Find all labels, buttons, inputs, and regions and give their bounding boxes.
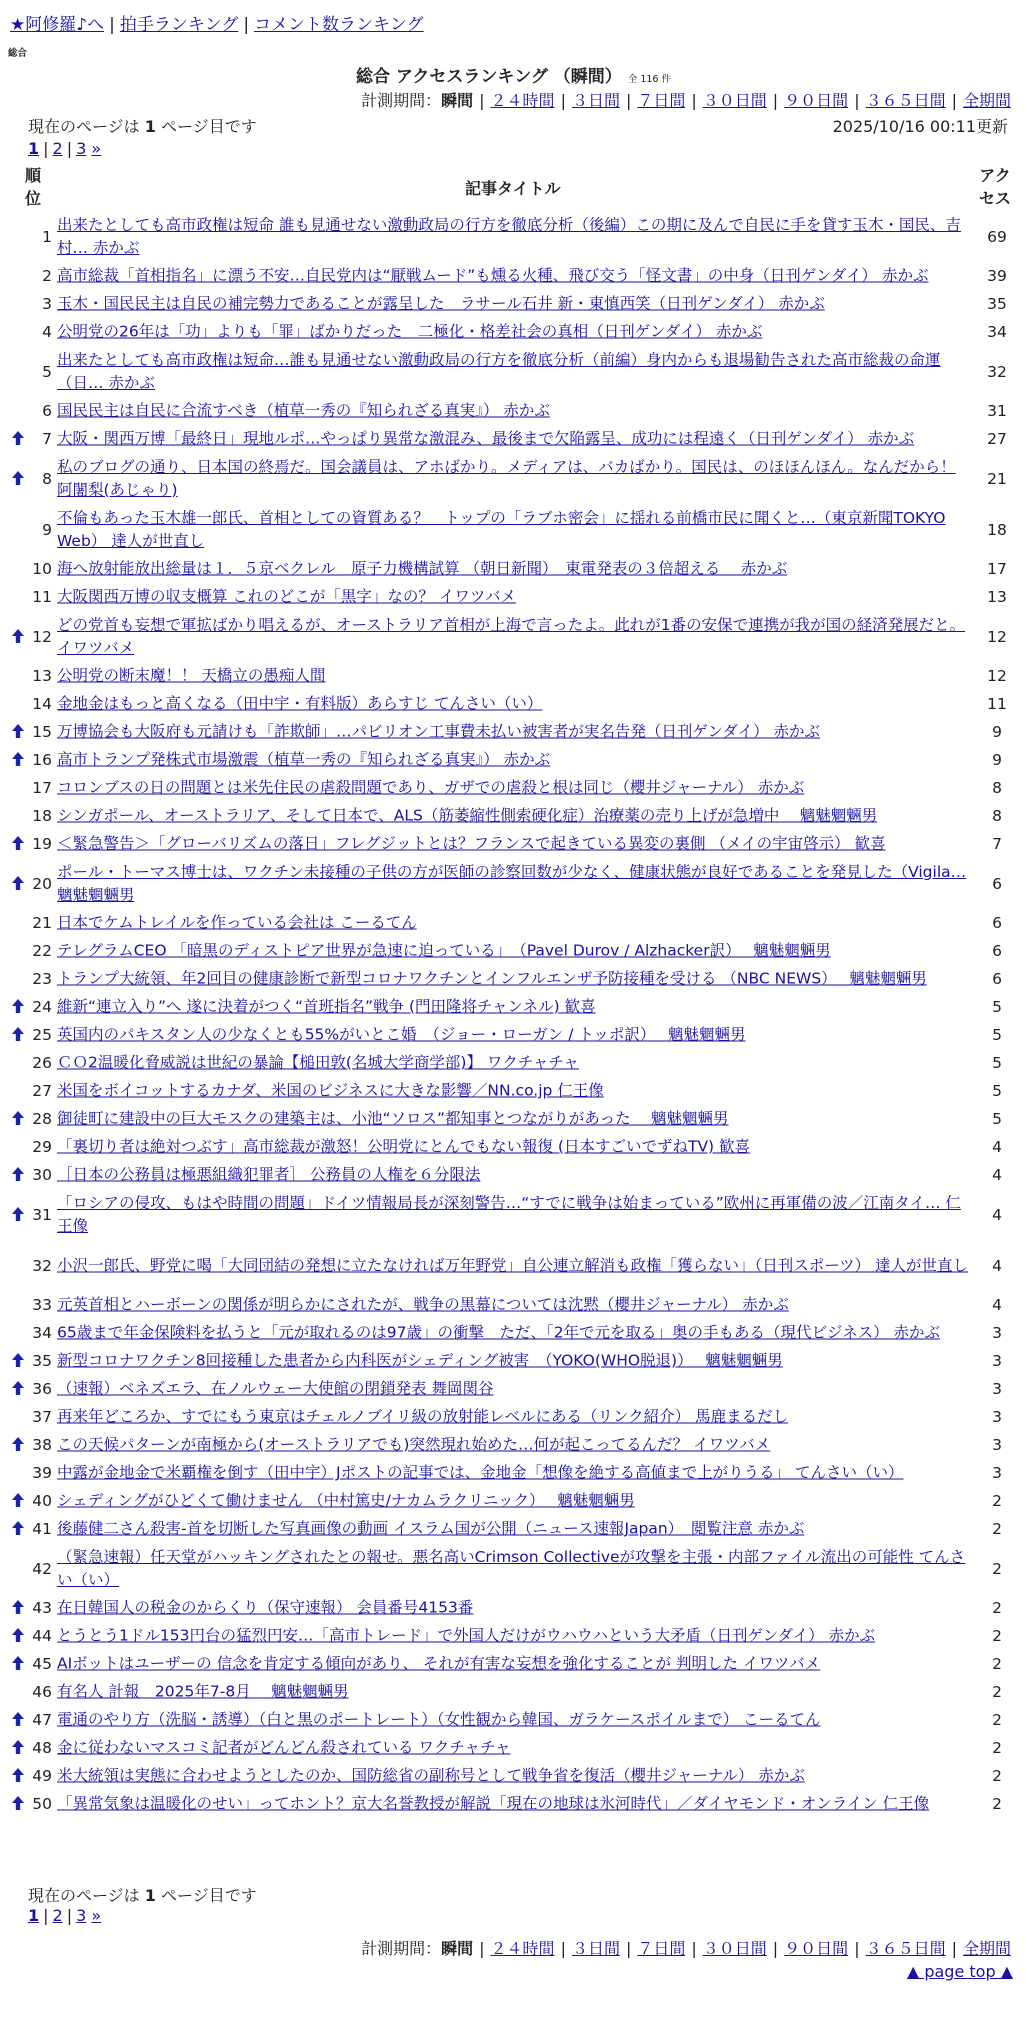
pager-separator: | bbox=[66, 139, 73, 158]
rank-number: 6 bbox=[42, 402, 52, 420]
access-count: 8 bbox=[992, 779, 1002, 797]
rank-number: 12 bbox=[32, 627, 52, 646]
access-count: 5 bbox=[992, 1054, 1002, 1072]
rank-number: 1 bbox=[42, 227, 52, 246]
table-header bbox=[0, 162, 1027, 212]
access-count: 6 bbox=[992, 970, 1002, 988]
access-count: 2 bbox=[992, 1683, 1002, 1701]
period-separator: | bbox=[625, 91, 632, 110]
rank-number: 43 bbox=[32, 1599, 52, 1617]
article-title-link[interactable]: 海へ放射能放出総量は１．５京ベクレル 原子力機構試算 （朝日新聞） 東電発表の３倍超える 赤かぶ bbox=[57, 559, 788, 578]
pager-page-2[interactable]: 2 bbox=[52, 139, 63, 158]
article-title-link[interactable]: どの党首も妄想で軍拡ばかり唱えるが、オーストラリア首相が上海で言ったよ。此れが1番の安保で連携が我が国の経済発展だと。 イワツバメ bbox=[57, 615, 966, 657]
table-row bbox=[0, 1461, 1027, 1485]
rank-number: 7 bbox=[42, 430, 52, 448]
article-title-link[interactable]: 金地金はもっと高くなる（田中宇・有料版）あらすじ てんさい（い） bbox=[57, 694, 543, 713]
rank-number: 46 bbox=[32, 1683, 52, 1701]
access-count: 9 bbox=[992, 751, 1002, 769]
access-count: 5 bbox=[992, 1082, 1002, 1100]
access-count: 7 bbox=[992, 835, 1002, 853]
article-title-link[interactable]: （緊急速報）任天堂がハッキングされたとの報せ。悪名高いCrimson Collectiveが攻撃を主張・内部ファイル流出の可能性 てんさい（い） bbox=[57, 1547, 966, 1589]
table-row bbox=[0, 506, 1027, 553]
rank-number: 8 bbox=[42, 469, 52, 488]
period-separator: | bbox=[951, 1939, 957, 1958]
access-count: 2 bbox=[992, 1599, 1002, 1617]
rank-number: 47 bbox=[32, 1711, 52, 1729]
table-row bbox=[0, 1191, 1027, 1238]
period-option-1[interactable]: ３日間 bbox=[571, 91, 620, 110]
pager-bottom bbox=[28, 1906, 101, 1925]
current-page-text-bottom bbox=[28, 1883, 257, 1906]
table-row bbox=[0, 939, 1027, 963]
article-title-link[interactable]: 私のブログの通り、日本国の終焉だ。国会議員は、アホばかり。メディアは、バカばかり。国民は、のほほんほん。なんだから！ 阿闍梨(あじゃり) bbox=[57, 457, 956, 499]
access-count: 3 bbox=[992, 1380, 1002, 1398]
period-option-0[interactable]: ２４時間 bbox=[490, 1939, 555, 1958]
article-title-link[interactable]: 「裏切り者は絶対つぶす」高市総裁が激怒！公明党にとんでもない報復 (日本すごいでずねTV) 歓喜 bbox=[57, 1137, 751, 1156]
article-title-link[interactable]: 「ロシアの侵攻、もはや時間の問題」ドイツ情報局長が深刻警告…“すでに戦争は始まっている”欧州に再軍備の波／江南タイ… 仁王像 bbox=[57, 1193, 961, 1235]
access-count: 2 bbox=[992, 1739, 1002, 1757]
current-page-text bbox=[28, 114, 257, 137]
rank-number: 19 bbox=[32, 835, 52, 853]
comment-ranking-link[interactable]: コメント数ランキング bbox=[254, 15, 424, 35]
rank-number: 34 bbox=[32, 1324, 52, 1342]
rank-number: 25 bbox=[32, 1026, 52, 1044]
table-row bbox=[0, 1023, 1027, 1047]
rank-number: 31 bbox=[32, 1205, 52, 1224]
period-separator: | bbox=[691, 1939, 697, 1958]
period-option-5[interactable]: ３６５日間 bbox=[865, 91, 946, 110]
article-title-link[interactable]: 維新“連立入り”へ 遂に決着がつく“首班指名”戦争 (門田隆将チャンネル) 歓喜 bbox=[57, 997, 596, 1016]
current-page-number: 1 bbox=[144, 117, 156, 136]
pager-next[interactable]: » bbox=[91, 1906, 102, 1925]
rank-number: 35 bbox=[32, 1352, 52, 1370]
table-row bbox=[0, 213, 1027, 260]
section-label: 総合 bbox=[8, 48, 28, 59]
pager-separator: | bbox=[43, 1906, 49, 1925]
rank-number: 45 bbox=[32, 1655, 52, 1673]
period-separator: | bbox=[854, 91, 860, 110]
table-row bbox=[0, 1652, 1027, 1676]
article-title-link[interactable]: 出来たとしても高市政権は短命…誰も見通せない激動政局の行方を徹底分析（前編）身内からも退場勧告された高市総裁の命運（日… 赤かぶ bbox=[57, 350, 941, 392]
period-option-0[interactable]: ２４時間 bbox=[490, 91, 555, 110]
article-title-link[interactable]: 万博協会も大阪府も元請けも「詐欺師」…パビリオン工事費未払い被害者が実名告発（日刊ゲンダイ） 赤かぶ bbox=[57, 722, 821, 741]
rank-number: 50 bbox=[32, 1795, 52, 1813]
pager-page-2[interactable]: 2 bbox=[52, 1906, 63, 1925]
period-option-2[interactable]: ７日間 bbox=[637, 91, 686, 110]
home-link[interactable]: ★阿修羅♪へ bbox=[10, 15, 105, 35]
rank-number: 26 bbox=[32, 1054, 52, 1072]
table-row bbox=[0, 1321, 1027, 1345]
period-separator: | bbox=[625, 1939, 632, 1958]
table-row bbox=[0, 613, 1027, 660]
access-count: 35 bbox=[987, 295, 1007, 313]
rank-number: 17 bbox=[32, 779, 52, 797]
article-title-link[interactable]: ＜緊急警告＞「グローバリズムの落日」フレグジットとは？フランスで起きている異変の裏側 （メイの宇宙啓示） 歓喜 bbox=[57, 834, 886, 853]
current-page-number: 1 bbox=[144, 1886, 156, 1905]
rank-number: 2 bbox=[42, 267, 52, 285]
rank-number: 29 bbox=[32, 1138, 52, 1156]
article-title-link[interactable]: 後藤健二さん殺害-首を切断した写真画像の動画 イスラム国が公開（ニュース速報Japan） 閲覧注意 赤かぶ bbox=[57, 1519, 805, 1538]
period-option-4[interactable]: ９０日間 bbox=[784, 91, 849, 110]
table-row bbox=[0, 1517, 1027, 1541]
period-label: 計測期間： bbox=[361, 1939, 442, 1958]
title-header: 記事タイトル bbox=[465, 179, 561, 198]
access-count: 5 bbox=[992, 998, 1002, 1016]
access-count: 34 bbox=[987, 323, 1007, 341]
article-title-link[interactable]: 再来年どころか、すでにもう東京はチェルノブイリ級の放射能レベルにある（リンク紹介） 馬鹿まるだし bbox=[57, 1407, 789, 1426]
pager-top bbox=[28, 139, 101, 158]
table-row bbox=[0, 399, 1027, 423]
rank-number: 40 bbox=[32, 1492, 52, 1510]
article-title-link[interactable]: テレグラムCEO 「暗黒のディストピア世界が急速に迫っている」 （Pavel Durov / Alzhacker訳） 魑魅魍魎男 bbox=[57, 941, 831, 960]
period-option-2[interactable]: ７日間 bbox=[637, 1939, 686, 1958]
pager-current-page[interactable]: 1 bbox=[28, 1906, 40, 1925]
period-separator: | bbox=[560, 1939, 566, 1958]
access-count: 3 bbox=[992, 1324, 1002, 1342]
access-count: 32 bbox=[987, 362, 1007, 381]
article-title-link[interactable]: 在日韓国人の税金のからくり（保守速報） 会員番号4153番 bbox=[57, 1598, 474, 1617]
rank-number: 15 bbox=[32, 723, 52, 741]
table-row bbox=[0, 427, 1027, 451]
article-title-link[interactable]: 有名人 計報 2025年7-8月 魑魅魍魎男 bbox=[57, 1682, 349, 1701]
table-row bbox=[0, 911, 1027, 935]
rank-number: 14 bbox=[32, 695, 52, 713]
table-row bbox=[0, 320, 1027, 344]
article-title-link[interactable]: 大阪・関西万博「最終日」現地ルポ…やっぱり異常な激混み、最後まで欠陥露呈、成功には程遠く（日刊ゲンダイ） 赤かぶ bbox=[57, 429, 915, 448]
clap-ranking-link[interactable]: 拍手ランキング bbox=[119, 15, 239, 35]
table-row bbox=[0, 832, 1027, 856]
period-option-1[interactable]: ３日間 bbox=[571, 1939, 620, 1958]
article-title-link[interactable]: 大阪関西万博の収支概算 これのどこが「黒字」なの？ イワツバメ bbox=[57, 587, 517, 606]
article-title-link[interactable]: トランプ大統領、年2回目の健康診断で新型コロナワクチンとインフルエンザ予防接種を受ける （NBC NEWS） 魑魅魍魎男 bbox=[57, 969, 927, 988]
rank-number: 30 bbox=[32, 1166, 52, 1184]
period-option-6[interactable]: 全期間 bbox=[962, 91, 1011, 110]
table-row bbox=[0, 804, 1027, 828]
access-count: 3 bbox=[992, 1352, 1002, 1370]
rank-number: 33 bbox=[32, 1296, 52, 1314]
table-row bbox=[0, 557, 1027, 581]
rank-number: 32 bbox=[32, 1256, 52, 1275]
period-option-6[interactable]: 全期間 bbox=[962, 1939, 1011, 1958]
access-count: 2 bbox=[992, 1559, 1002, 1578]
article-title-link[interactable]: 電通のやり方（洗脳・誘導）（白と黒のポートレート）（女性観から韓国、ガラケースポイルまで） こーるてん bbox=[57, 1710, 821, 1729]
period-separator: | bbox=[772, 91, 779, 110]
article-title-link[interactable]: 公明党の断末魔！！ 天橋立の愚痴人間 bbox=[57, 666, 326, 685]
table-row bbox=[0, 1792, 1027, 1816]
article-title-link[interactable]: 玉木・国民民主は自民の補完勢力であることが露呈した ラサール石井 新・東慎西笑（日刊ゲンダイ） 赤かぶ bbox=[57, 294, 825, 313]
period-separator: | bbox=[772, 1939, 779, 1958]
nav-separator: | bbox=[109, 15, 115, 35]
article-title-link[interactable]: （速報）ベネズエラ、在ノルウェー大使館の閉鎖発表 舞岡関谷 bbox=[57, 1379, 494, 1398]
rank-number: 20 bbox=[32, 874, 52, 893]
pager-page-3[interactable]: 3 bbox=[76, 139, 87, 158]
access-count: 6 bbox=[992, 914, 1002, 932]
rank-number: 36 bbox=[32, 1380, 52, 1398]
access-count: 8 bbox=[992, 807, 1002, 825]
access-count: 17 bbox=[987, 560, 1007, 578]
article-title-link[interactable]: ポール・トーマス博士は、ワクチン未接種の子供の方が医師の診察回数が少なく、健康状態が良好であることを発見した（Vigila… 魑魅魍魎男 bbox=[57, 862, 967, 904]
access-count: 12 bbox=[987, 667, 1007, 685]
article-title-link[interactable]: 出来たとしても高市政権は短命 誰も見通せない激動政局の行方を徹底分析（後編）この期に及んで自民に手を貸す玉木・国民、吉村… 赤かぶ bbox=[57, 215, 961, 257]
rank-number: 42 bbox=[32, 1559, 52, 1578]
article-title-link[interactable]: 65歳まで年金保険料を払うと「元が取れるのは97歳」の衝撃 ただ、「2年で元を取る」奥の手もある（現代ビジネス） 赤かぶ bbox=[57, 1323, 941, 1342]
period-separator: | bbox=[951, 91, 957, 110]
current-page-prefix: 現在のページは bbox=[28, 1886, 145, 1905]
period-separator: | bbox=[479, 1939, 485, 1958]
table-row bbox=[0, 1764, 1027, 1788]
access-count: 2 bbox=[992, 1520, 1002, 1538]
article-title-link[interactable]: コロンブスの日の問題とは米先住民の虐殺問題であり、ガザでの虐殺と根は同じ（櫻井ジャーナル） 赤かぶ bbox=[57, 778, 805, 797]
period-option-5[interactable]: ３６５日間 bbox=[865, 1939, 946, 1958]
article-title-link[interactable]: 御徒町に建設中の巨大モスクの建築主は、小池“ソロス”都知事とつながりがあった 魑魅魍魎男 bbox=[57, 1109, 729, 1128]
access-count: 21 bbox=[987, 469, 1007, 488]
current-page-suffix: ページ目です bbox=[155, 117, 257, 136]
rank-header: 順位 bbox=[24, 166, 41, 208]
article-title-link[interactable]: とうとう1ドル153円台の猛烈円安…「高市トレード」で外国人だけがウハウハという大矛盾（日刊ゲンダイ） 赤かぶ bbox=[57, 1626, 876, 1645]
article-title-link[interactable]: シンガポール、オーストラリア、そして日本で、ALS（筋萎縮性側索硬化症）治療薬の売り上げが急増中 魑魅魍魎男 bbox=[57, 806, 878, 825]
table-row bbox=[0, 1405, 1027, 1429]
table-row bbox=[0, 967, 1027, 991]
access-count: 18 bbox=[987, 520, 1007, 539]
article-title-link[interactable]: 不倫もあった玉木雄一郎氏、首相としての資質ある？ トップの「ラブホ密会」に揺れる前橋市民に聞くと…（東京新聞TOKYO Web） 達人が世直し bbox=[57, 508, 946, 550]
table-row bbox=[0, 1489, 1027, 1513]
table-row bbox=[0, 585, 1027, 609]
access-count: 11 bbox=[987, 695, 1007, 713]
period-selector-bottom bbox=[361, 1936, 1011, 1959]
updated-timestamp: 2025/10/16 00:11更新 bbox=[832, 117, 1008, 136]
access-count: 31 bbox=[987, 402, 1007, 420]
period-option-3[interactable]: ３０日間 bbox=[702, 1939, 767, 1958]
article-title-link[interactable]: 金に従わないマスコミ記者がどんどん殺されている ワクチャチャ bbox=[57, 1738, 511, 1757]
table-row bbox=[0, 1708, 1027, 1732]
pager-next[interactable]: » bbox=[91, 139, 102, 158]
period-separator: | bbox=[560, 91, 566, 110]
rank-number: 24 bbox=[32, 998, 52, 1016]
period-current: 瞬間 bbox=[441, 1939, 474, 1958]
period-separator: | bbox=[691, 91, 697, 110]
access-count: 4 bbox=[992, 1205, 1002, 1224]
table-row bbox=[0, 748, 1027, 772]
table-row bbox=[0, 776, 1027, 800]
access-count: 2 bbox=[992, 1655, 1002, 1673]
table-row bbox=[0, 1051, 1027, 1075]
current-page-prefix: 現在のページは bbox=[28, 117, 145, 136]
article-title-link[interactable]: 公明党の26年は「功」よりも「罪」ばかりだった 二極化・格差社会の真相（日刊ゲンダイ） 赤かぶ bbox=[57, 322, 763, 341]
article-title-link[interactable]: 小沢一郎氏、野党に喝「大同団結の発想に立たなければ万年野党」自公連立解消も政権「獲らない」（日刊スポーツ） 達人が世直し bbox=[57, 1256, 969, 1274]
table-row bbox=[0, 692, 1027, 716]
rank-number: 22 bbox=[32, 942, 52, 960]
table-row bbox=[0, 1135, 1027, 1159]
table-row bbox=[0, 1377, 1027, 1401]
current-page-suffix: ページ目です bbox=[155, 1886, 257, 1905]
period-selector-top bbox=[361, 88, 1011, 111]
access-header: アクセス bbox=[978, 166, 1011, 208]
table-row bbox=[0, 1736, 1027, 1760]
access-count: 27 bbox=[987, 430, 1007, 448]
rank-number: 13 bbox=[32, 667, 52, 685]
rank-number: 9 bbox=[42, 520, 52, 539]
table-row bbox=[0, 664, 1027, 688]
article-title-link[interactable]: 新型コロナワクチン8回接種した患者から内科医がシェディング被害 （YOKO(WHO脱退)） 魑魅魍魎男 bbox=[57, 1351, 783, 1370]
rank-number: 49 bbox=[32, 1767, 52, 1785]
table-row bbox=[0, 1433, 1027, 1457]
rank-number: 38 bbox=[32, 1436, 52, 1454]
rank-number: 3 bbox=[42, 295, 52, 313]
access-count: 12 bbox=[987, 627, 1007, 646]
pager-separator: | bbox=[43, 139, 49, 158]
article-title-link[interactable]: 英国内のパキスタン人の少なくとも55%がいとこ婚 （ジョー・ローガン / トッポ訳） 魑魅魍魎男 bbox=[57, 1025, 746, 1044]
table-row bbox=[0, 1596, 1027, 1620]
page-title: 総合 アクセスランキング （瞬間） bbox=[355, 67, 622, 87]
table-row bbox=[0, 1293, 1027, 1317]
access-count: 2 bbox=[992, 1627, 1002, 1645]
table-row bbox=[0, 1680, 1027, 1704]
ranking-header bbox=[0, 62, 1027, 87]
access-count: 69 bbox=[987, 227, 1007, 246]
table-row bbox=[0, 348, 1027, 395]
access-count: 2 bbox=[992, 1711, 1002, 1729]
access-count: 13 bbox=[987, 588, 1007, 606]
access-count: 9 bbox=[992, 723, 1002, 741]
table-row bbox=[0, 1163, 1027, 1187]
article-title-link[interactable]: ［日本の公務員は極悪組織犯罪者］ 公務員の人権を６分限法 bbox=[57, 1165, 481, 1184]
access-count: 2 bbox=[992, 1492, 1002, 1510]
table-row bbox=[0, 720, 1027, 744]
pager-current-page[interactable]: 1 bbox=[28, 139, 40, 158]
access-count: 3 bbox=[992, 1408, 1002, 1426]
access-count: 4 bbox=[992, 1296, 1002, 1314]
rank-number: 37 bbox=[32, 1408, 52, 1426]
article-title-link[interactable]: ＣＯ2温暖化脅威説は世紀の暴論【槌田敦(名城大学商学部)】 ワクチャチャ bbox=[57, 1053, 579, 1072]
article-title-link[interactable]: 中露が金地金で米覇権を倒す（田中宇）Jポストの記事では、金地金「想像を絶する高値まで上がりうる」 てんさい（い） bbox=[57, 1463, 904, 1482]
rank-number: 27 bbox=[32, 1082, 52, 1100]
table-row bbox=[0, 264, 1027, 288]
period-label: 計測期間： bbox=[361, 91, 442, 110]
page-top-link[interactable]: ▲ page top ▲ bbox=[906, 1962, 1013, 1981]
access-count: 4 bbox=[992, 1256, 1002, 1275]
rank-number: 5 bbox=[42, 362, 52, 381]
article-title-link[interactable]: 「異常気象は温暖化のせい」ってホント？京大名誉教授が解説「現在の地球は氷河時代」／ダイヤモンド・オンライン 仁王像 bbox=[57, 1794, 930, 1813]
article-title-link[interactable]: 高市総裁「首相指名」に漂う不安…自民党内は“厭戦ムード”も燻る火種、飛び交う「怪文書」の中身（日刊ゲンダイ） 赤かぶ bbox=[57, 266, 929, 285]
rank-number: 4 bbox=[42, 323, 52, 341]
pager-separator: | bbox=[66, 1906, 73, 1925]
period-current: 瞬間 bbox=[441, 91, 474, 110]
access-count: 4 bbox=[992, 1138, 1002, 1156]
period-separator: | bbox=[479, 91, 485, 110]
article-title-link[interactable]: 元英首相とハーボーンの関係が明らかにされたが、戦争の黒幕については沈黙（櫻井ジャーナル） 赤かぶ bbox=[57, 1295, 789, 1314]
access-count: 6 bbox=[992, 942, 1002, 960]
rank-number: 28 bbox=[32, 1110, 52, 1128]
access-count: 5 bbox=[992, 1110, 1002, 1128]
table-row bbox=[0, 1107, 1027, 1131]
rank-number: 41 bbox=[32, 1520, 52, 1538]
access-count: 5 bbox=[992, 1026, 1002, 1044]
table-row bbox=[0, 860, 1027, 907]
rank-number: 11 bbox=[32, 588, 52, 606]
table-row bbox=[0, 1624, 1027, 1648]
access-count: 3 bbox=[992, 1464, 1002, 1482]
total-count: 全 116 件 bbox=[627, 74, 671, 85]
period-option-4[interactable]: ９０日間 bbox=[784, 1939, 849, 1958]
period-option-3[interactable]: ３０日間 bbox=[702, 91, 767, 110]
table-row bbox=[0, 1079, 1027, 1103]
access-count: 2 bbox=[992, 1767, 1002, 1785]
article-title-link[interactable]: 米大統領は実態に合わせようとしたのか、国防総省の副称号として戦争省を復活（櫻井ジャーナル） 赤かぶ bbox=[57, 1766, 805, 1785]
access-count: 2 bbox=[992, 1795, 1002, 1813]
pager-page-3[interactable]: 3 bbox=[76, 1906, 87, 1925]
nav-separator: | bbox=[243, 15, 250, 35]
rank-number: 48 bbox=[32, 1739, 52, 1757]
table-row bbox=[0, 1545, 1027, 1592]
rank-number: 39 bbox=[32, 1464, 52, 1482]
table-row bbox=[0, 1242, 1027, 1289]
rank-number: 16 bbox=[32, 751, 52, 769]
access-count: 6 bbox=[992, 874, 1002, 893]
access-count: 4 bbox=[992, 1166, 1002, 1184]
article-title-link[interactable]: 高市トランプ発株式市場激震（植草一秀の『知られざる真実』） 赤かぶ bbox=[57, 750, 551, 769]
table-row bbox=[0, 292, 1027, 316]
rank-number: 44 bbox=[32, 1627, 52, 1645]
access-count: 39 bbox=[987, 267, 1007, 285]
table-row bbox=[0, 455, 1027, 502]
article-title-link[interactable]: この天候パターンが南極から(オーストラリアでも)突然現れ始めた…何が起こってるんだ？ イワツバメ bbox=[57, 1435, 771, 1454]
access-count: 3 bbox=[992, 1436, 1002, 1454]
rank-number: 23 bbox=[32, 970, 52, 988]
article-title-link[interactable]: シェディングがひどくて働けません （中村篤史/ナカムラクリニック） 魑魅魍魎男 bbox=[57, 1491, 635, 1510]
period-separator: | bbox=[854, 1939, 860, 1958]
rank-number: 21 bbox=[32, 914, 52, 932]
rank-number: 10 bbox=[32, 560, 52, 578]
table-row bbox=[0, 1349, 1027, 1373]
article-title-link[interactable]: 国民民主は自民に合流すべき（植草一秀の『知られざる真実』） 赤かぶ bbox=[57, 401, 550, 420]
article-title-link[interactable]: AIボットはユーザーの 信念を肯定する傾向があり、 それが有害な妄想を強化することが 判明した イワツバメ bbox=[57, 1654, 821, 1673]
top-navigation bbox=[10, 10, 424, 35]
table-row bbox=[0, 995, 1027, 1019]
rank-number: 18 bbox=[32, 807, 52, 825]
article-title-link[interactable]: 米国をボイコットするカナダ、米国のビジネスに大きな影響／NN.co.jp 仁王像 bbox=[57, 1081, 604, 1100]
article-title-link[interactable]: 日本でケムトレイルを作っている会社は こーるてん bbox=[57, 913, 417, 932]
